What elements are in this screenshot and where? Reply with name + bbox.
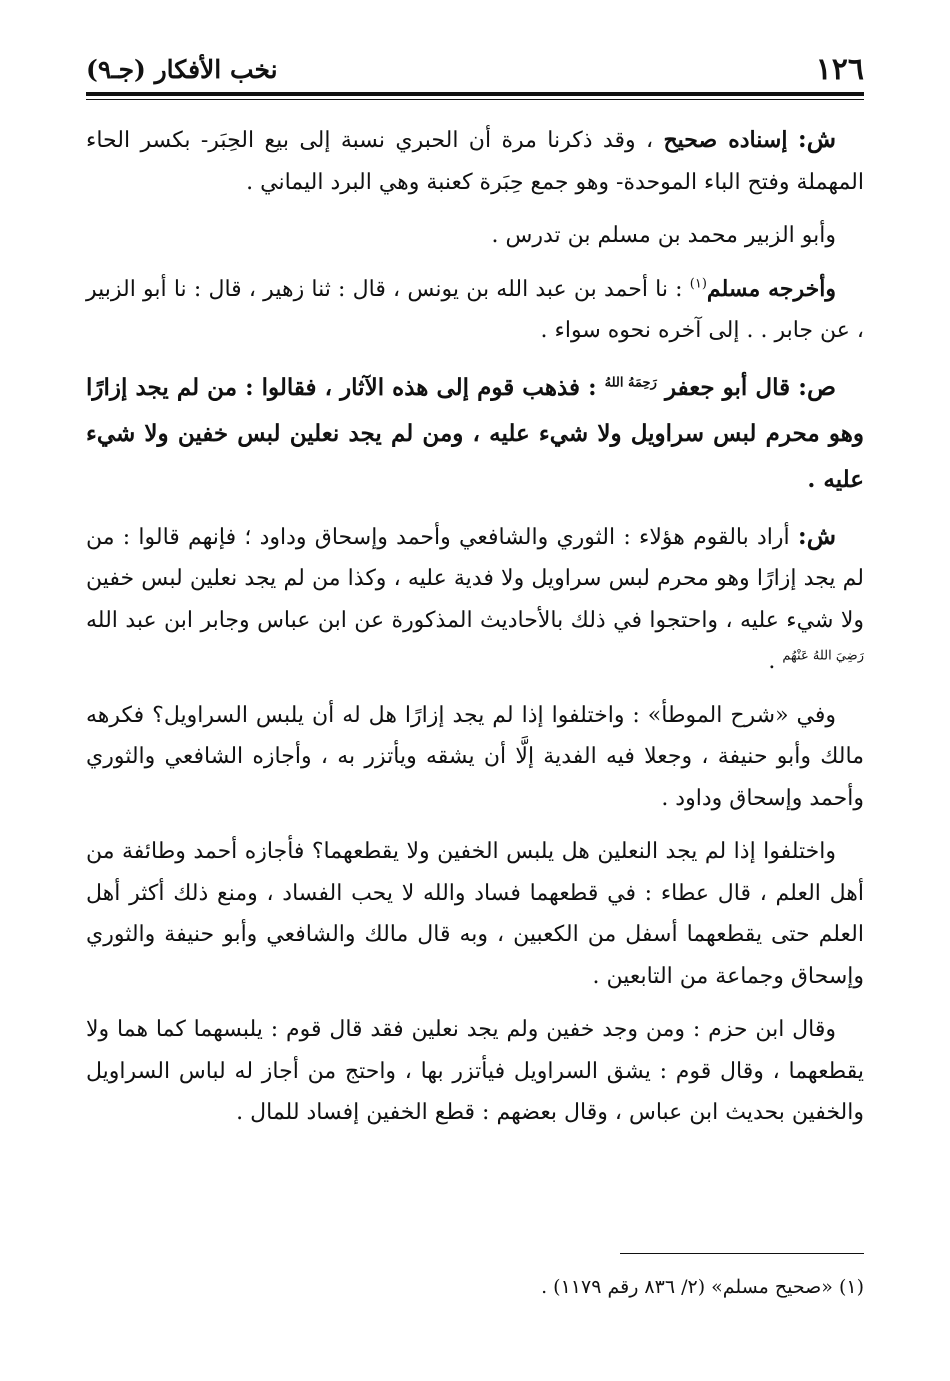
paragraph-text: ، وقد ذكرنا مرة أن الحبري نسبة إلى بيع الحِبَر- بكسر الحاء المهملة وفتح الباء الموحدة- وهو جمع حِبَرة كعنبة وهي البرد اليماني . — [86, 128, 864, 195]
page-header — [86, 48, 864, 88]
paragraph-abu-zubayr — [86, 215, 864, 257]
paragraph-text: وفي «شرح الموطأ» : واختلفوا إذا لم يجد إزارًا هل له أن يلبس السراويل؟ فكرهه مالك وأبو حنيفة ، وجعلا فيه الفدية إلَّا أن يشقه ويأتزر به ، وأجازه الشافعي والثوري وأحمد وإسحاق وداود . — [86, 702, 864, 811]
footnote-reference[interactable]: (١) — [689, 276, 707, 292]
paragraph-text: : فذهب قوم إلى هذه الآثار ، فقالوا : من لم يجد إزارًا وهو محرم لبس سراويل ولا شيء عليه ، ومن لم يجد نعلين لبس خفين ولا شيء عليه . — [86, 373, 864, 493]
paragraph-khuffayn — [86, 831, 864, 997]
paragraph-muwatta — [86, 695, 864, 820]
header-rule-thick — [86, 92, 864, 96]
paragraph-text: وأبو الزبير محمد بن مسلم بن تدرس . — [491, 223, 836, 248]
page-body — [86, 118, 864, 1146]
paragraph-text: وقال ابن حزم : ومن وجد خفين ولم يجد نعلين فقد قال قوم : يلبسهما كما هما ولا يقطعهما ، وقال قوم : يشق السراويل فيأتزر بها ، واحتج من أجاز له لباس السراويل والخفين بحديث ابن عباس ، وقال بعضهم : قطع الخفين إفساد للمال . — [86, 1017, 864, 1125]
paragraph-lead-marker: ش: — [797, 124, 836, 153]
page-number: ١٢٦ — [815, 52, 864, 87]
paragraph-text-end: . — [768, 649, 776, 674]
paragraph-sharh-qawm — [86, 515, 864, 683]
paragraph-text: : نا أحمد بن عبد الله بن يونس ، قال : ثنا زهير ، قال : نا أبو الزبير ، عن جابر . . إلى آخره نحوه سواء . — [86, 276, 864, 343]
footnote-text: (١) «صحيح مسلم» (٢/ ٨٣٦ رقم ١١٧٩) . — [541, 1276, 864, 1298]
footnote — [86, 1272, 864, 1302]
paragraph-ibn-hazm — [86, 1009, 864, 1134]
paragraph-lead-marker: ص: — [798, 371, 837, 401]
footnote-separator — [620, 1253, 864, 1254]
bold-phrase: وأخرجه مسلم — [706, 275, 836, 302]
paragraph-lead-marker: ش: — [797, 520, 836, 550]
author-name: قال أبو جعفر — [664, 373, 791, 401]
bold-phrase: إسناده صحيح — [663, 127, 788, 153]
running-title: نخب الأفكار (جـ٩) — [86, 55, 278, 84]
paragraph-text: واختلفوا إذا لم يجد النعلين هل يلبس الخفين ولا يقطعهما؟ فأجازه أحمد وطائفة من أهل العلم ، قال عطاء : في قطعهما فساد والله لا يحب الفساد ، ومنع ذلك أكثر أهل العلم حتى يقطعهما أسفل من الكعبين ، وبه قال مالك والشافعي وأبو حنيفة والثوري وإسحاق وجماعة من التابعين . — [86, 839, 864, 989]
paragraph-text: أراد بالقوم هؤلاء : الثوري والشافعي وأحمد وإسحاق وداود ؛ فإنهم قالوا : من لم يجد إزارًا وهو محرم لبس سراويل ولا فدية عليه ، وكذا من لم يجد نعلين لبس خفين ولا شيء عليه ، واحتجوا في ذلك بالأحاديث المذكورة عن ابن عباس وجابر ابن عبد الله — [86, 524, 864, 633]
paragraph-muslim — [86, 269, 864, 352]
paragraph-sharh-isnad — [86, 118, 864, 203]
honorific-glyph: رَحِمَهُ اللهُ — [604, 374, 657, 390]
honorific-glyph: رَضِيَ اللهُ عَنْهُم — [782, 648, 864, 664]
paragraph-matn — [86, 364, 864, 503]
header-rule-thin — [86, 99, 864, 100]
